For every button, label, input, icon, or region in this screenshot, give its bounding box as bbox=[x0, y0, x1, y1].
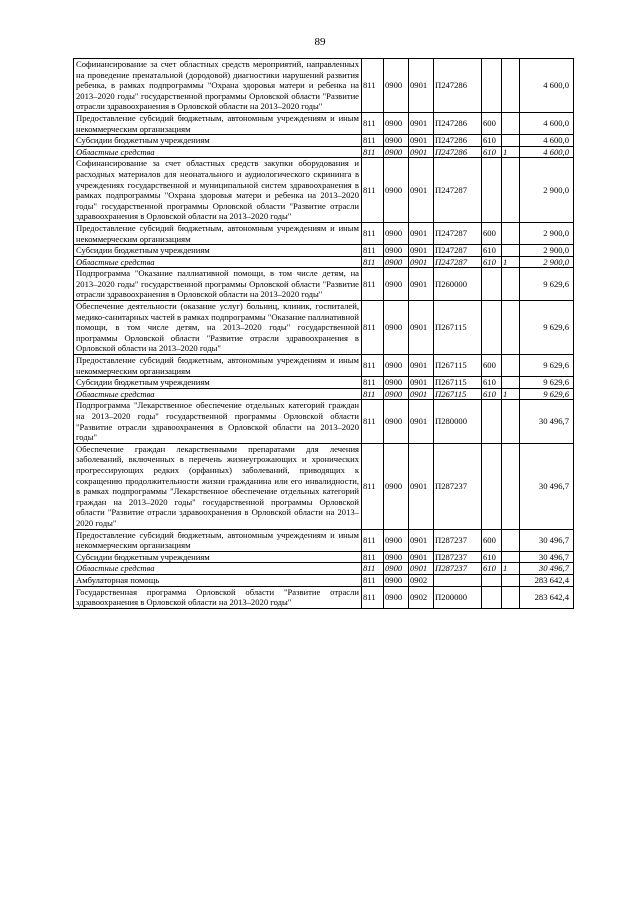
funding-source-cell bbox=[502, 59, 520, 113]
podrazdel-code-cell: 0901 bbox=[409, 377, 434, 389]
amount-cell: 30 496,7 bbox=[520, 443, 574, 529]
razdel-code-cell: 0900 bbox=[384, 388, 409, 400]
vedomstvo-code-cell: 811 bbox=[362, 135, 384, 147]
table-row bbox=[74, 443, 574, 529]
amount-cell: 4 600,0 bbox=[520, 146, 574, 158]
expense-type-cell bbox=[482, 268, 502, 301]
target-article-cell: П200000 bbox=[434, 586, 482, 608]
vedomstvo-code-cell: 811 bbox=[362, 158, 384, 223]
table-row bbox=[74, 388, 574, 400]
expense-type-cell: 610 bbox=[482, 563, 502, 575]
amount-cell: 4 600,0 bbox=[520, 59, 574, 113]
amount-cell: 2 900,0 bbox=[520, 158, 574, 223]
vedomstvo-code-cell: 811 bbox=[362, 301, 384, 355]
table-row bbox=[74, 256, 574, 268]
razdel-code-cell: 0900 bbox=[384, 112, 409, 134]
podrazdel-code-cell: 0901 bbox=[409, 388, 434, 400]
expense-type-cell: 610 bbox=[482, 146, 502, 158]
target-article-cell: П267115 bbox=[434, 388, 482, 400]
razdel-code-cell: 0900 bbox=[384, 222, 409, 244]
expense-type-cell bbox=[482, 301, 502, 355]
table-row bbox=[74, 301, 574, 355]
vedomstvo-code-cell: 811 bbox=[362, 268, 384, 301]
expense-name-cell: Областные средства bbox=[74, 146, 362, 158]
target-article-cell: П287237 bbox=[434, 551, 482, 563]
target-article-cell: П287237 bbox=[434, 529, 482, 551]
amount-cell: 283 642,4 bbox=[520, 586, 574, 608]
funding-source-cell bbox=[502, 268, 520, 301]
funding-source-cell bbox=[502, 551, 520, 563]
vedomstvo-code-cell: 811 bbox=[362, 256, 384, 268]
target-article-cell bbox=[434, 574, 482, 586]
target-article-cell: П247287 bbox=[434, 256, 482, 268]
target-article-cell: П247287 bbox=[434, 222, 482, 244]
expense-name-cell: Предоставление субсидий бюджетным, автономным учреждениям и иным некоммерческим организациям bbox=[74, 222, 362, 244]
table-row bbox=[74, 245, 574, 257]
vedomstvo-code-cell: 811 bbox=[362, 388, 384, 400]
expense-type-cell: 610 bbox=[482, 388, 502, 400]
expense-name-cell: Подпрограмма "Лекарственное обеспечение отдельных категорий граждан на 2013–2020 годы" государственной программы Орловской области "Развитие отрасли здравоохранения в Орловской области на 2013–2020 годы" bbox=[74, 400, 362, 443]
vedomstvo-code-cell: 811 bbox=[362, 222, 384, 244]
expense-name-cell: Софинансирование за счет областных средств мероприятий, направленных на проведение пренатальной (дородовой) диагностики нарушений развития ребенка, в рамках подпрограммы "Охрана здоровья матери и ребенка на 2013–2020 годы" государственной программы Орловской области "Развитие отрасли здравоохранения в Орловской области на 2013–2020 годы" bbox=[74, 59, 362, 113]
expense-type-cell: 600 bbox=[482, 112, 502, 134]
amount-cell: 9 629,6 bbox=[520, 388, 574, 400]
amount-cell: 30 496,7 bbox=[520, 563, 574, 575]
amount-cell: 2 900,0 bbox=[520, 256, 574, 268]
table-row bbox=[74, 574, 574, 586]
target-article-cell: П247286 bbox=[434, 146, 482, 158]
table-row bbox=[74, 377, 574, 389]
vedomstvo-code-cell: 811 bbox=[362, 146, 384, 158]
expense-type-cell bbox=[482, 400, 502, 443]
target-article-cell: П287237 bbox=[434, 563, 482, 575]
amount-cell: 30 496,7 bbox=[520, 400, 574, 443]
amount-cell: 9 629,6 bbox=[520, 301, 574, 355]
target-article-cell: П287237 bbox=[434, 443, 482, 529]
expense-type-cell bbox=[482, 59, 502, 113]
vedomstvo-code-cell: 811 bbox=[362, 443, 384, 529]
budget-table-body bbox=[74, 59, 574, 609]
podrazdel-code-cell: 0901 bbox=[409, 301, 434, 355]
podrazdel-code-cell: 0901 bbox=[409, 135, 434, 147]
table-row bbox=[74, 112, 574, 134]
vedomstvo-code-cell: 811 bbox=[362, 551, 384, 563]
razdel-code-cell: 0900 bbox=[384, 551, 409, 563]
table-row bbox=[74, 158, 574, 223]
target-article-cell: П247286 bbox=[434, 135, 482, 147]
expense-name-cell: Областные средства bbox=[74, 388, 362, 400]
razdel-code-cell: 0900 bbox=[384, 586, 409, 608]
funding-source-cell: 1 bbox=[502, 256, 520, 268]
funding-source-cell bbox=[502, 301, 520, 355]
podrazdel-code-cell: 0901 bbox=[409, 443, 434, 529]
target-article-cell: П247287 bbox=[434, 158, 482, 223]
vedomstvo-code-cell: 811 bbox=[362, 529, 384, 551]
expense-name-cell: Предоставление субсидий бюджетным, автономным учреждениям и иным некоммерческим организациям bbox=[74, 355, 362, 377]
razdel-code-cell: 0900 bbox=[384, 355, 409, 377]
expense-name-cell: Субсидии бюджетным учреждениям bbox=[74, 551, 362, 563]
podrazdel-code-cell: 0902 bbox=[409, 574, 434, 586]
razdel-code-cell: 0900 bbox=[384, 158, 409, 223]
amount-cell: 9 629,6 bbox=[520, 355, 574, 377]
razdel-code-cell: 0900 bbox=[384, 529, 409, 551]
funding-source-cell bbox=[502, 377, 520, 389]
table-row bbox=[74, 268, 574, 301]
podrazdel-code-cell: 0901 bbox=[409, 355, 434, 377]
vedomstvo-code-cell: 811 bbox=[362, 377, 384, 389]
funding-source-cell bbox=[502, 245, 520, 257]
razdel-code-cell: 0900 bbox=[384, 301, 409, 355]
podrazdel-code-cell: 0901 bbox=[409, 112, 434, 134]
amount-cell: 9 629,6 bbox=[520, 268, 574, 301]
funding-source-cell: 1 bbox=[502, 146, 520, 158]
table-row bbox=[74, 355, 574, 377]
target-article-cell: П267115 bbox=[434, 377, 482, 389]
razdel-code-cell: 0900 bbox=[384, 574, 409, 586]
table-row bbox=[74, 222, 574, 244]
expense-name-cell: Обеспечение граждан лекарственными препаратами для лечения заболеваний, включенных в перечень жизнеугрожающих и хронических прогрессирующих редких (орфанных) заболеваний, приводящих к сокращению продолжительности жизни гражданина или его инвалидности, в рамках подпрограммы "Лекарственное обеспечение отдельных категорий граждан на 2013–2020 годы" государственной программы Орловской области "Развитие отрасли здравоохранения в Орловской области на 2013–2020 годы" bbox=[74, 443, 362, 529]
vedomstvo-code-cell: 811 bbox=[362, 59, 384, 113]
vedomstvo-code-cell: 811 bbox=[362, 112, 384, 134]
expense-name-cell: Государственная программа Орловской области "Развитие отрасли здравоохранения в Орловской области на 2013–2020 годы" bbox=[74, 586, 362, 608]
podrazdel-code-cell: 0901 bbox=[409, 256, 434, 268]
amount-cell: 283 642,4 bbox=[520, 574, 574, 586]
table-row bbox=[74, 59, 574, 113]
expense-name-cell: Субсидии бюджетным учреждениям bbox=[74, 245, 362, 257]
expense-type-cell bbox=[482, 574, 502, 586]
podrazdel-code-cell: 0901 bbox=[409, 59, 434, 113]
podrazdel-code-cell: 0901 bbox=[409, 551, 434, 563]
expense-name-cell: Субсидии бюджетным учреждениям bbox=[74, 135, 362, 147]
podrazdel-code-cell: 0901 bbox=[409, 222, 434, 244]
vedomstvo-code-cell: 811 bbox=[362, 400, 384, 443]
funding-source-cell bbox=[502, 529, 520, 551]
table-row bbox=[74, 400, 574, 443]
razdel-code-cell: 0900 bbox=[384, 146, 409, 158]
funding-source-cell bbox=[502, 112, 520, 134]
vedomstvo-code-cell: 811 bbox=[362, 245, 384, 257]
table-row bbox=[74, 563, 574, 575]
amount-cell: 4 600,0 bbox=[520, 135, 574, 147]
expense-type-cell bbox=[482, 586, 502, 608]
target-article-cell: П267115 bbox=[434, 355, 482, 377]
funding-source-cell bbox=[502, 443, 520, 529]
funding-source-cell bbox=[502, 586, 520, 608]
table-row bbox=[74, 586, 574, 608]
funding-source-cell: 1 bbox=[502, 388, 520, 400]
expense-name-cell: Предоставление субсидий бюджетным, автономным учреждениям и иным некоммерческим организациям bbox=[74, 529, 362, 551]
target-article-cell: П267115 bbox=[434, 301, 482, 355]
podrazdel-code-cell: 0901 bbox=[409, 146, 434, 158]
expense-name-cell: Обеспечение деятельности (оказание услуг) больниц, клиник, госпиталей, медико-санитарных частей в рамках подпрограммы "Оказание паллиативной помощи, в том числе детям, на 2013–2020 годы" государственной программы Орловской области "Развитие отрасли здравоохранения в Орловской области на 2013–2020 годы" bbox=[74, 301, 362, 355]
amount-cell: 30 496,7 bbox=[520, 551, 574, 563]
expense-type-cell: 610 bbox=[482, 245, 502, 257]
vedomstvo-code-cell: 811 bbox=[362, 355, 384, 377]
amount-cell: 4 600,0 bbox=[520, 112, 574, 134]
expense-type-cell: 600 bbox=[482, 222, 502, 244]
expense-name-cell: Подпрограмма "Оказание паллиативной помощи, в том числе детям, на 2013–2020 годы" государственной программы Орловской области "Развитие отрасли здравоохранения в Орловской области на 2013–2020 годы" bbox=[74, 268, 362, 301]
expense-name-cell: Софинансирование за счет областных средств закупки оборудования и расходных материалов для неонатального и аудиологического скрининга в учреждениях государственной и муниципальной систем здравоохранения в рамках подпрограммы "Охрана здоровья матери и ребенка на 2013–2020 годы" государственной программы Орловской области "Развитие отрасли здравоохранения в Орловской области на 2013–2020 годы" bbox=[74, 158, 362, 223]
amount-cell: 9 629,6 bbox=[520, 377, 574, 389]
expense-name-cell: Предоставление субсидий бюджетным, автономным учреждениям и иным некоммерческим организациям bbox=[74, 112, 362, 134]
funding-source-cell bbox=[502, 574, 520, 586]
podrazdel-code-cell: 0902 bbox=[409, 586, 434, 608]
expense-type-cell: 610 bbox=[482, 377, 502, 389]
expense-type-cell: 610 bbox=[482, 551, 502, 563]
razdel-code-cell: 0900 bbox=[384, 245, 409, 257]
amount-cell: 2 900,0 bbox=[520, 222, 574, 244]
budget-table bbox=[73, 58, 574, 609]
razdel-code-cell: 0900 bbox=[384, 268, 409, 301]
podrazdel-code-cell: 0901 bbox=[409, 529, 434, 551]
razdel-code-cell: 0900 bbox=[384, 400, 409, 443]
expense-name-cell: Субсидии бюджетным учреждениям bbox=[74, 377, 362, 389]
podrazdel-code-cell: 0901 bbox=[409, 563, 434, 575]
funding-source-cell bbox=[502, 135, 520, 147]
podrazdel-code-cell: 0901 bbox=[409, 245, 434, 257]
target-article-cell: П280000 bbox=[434, 400, 482, 443]
table-row bbox=[74, 551, 574, 563]
table-row bbox=[74, 146, 574, 158]
target-article-cell: П247287 bbox=[434, 245, 482, 257]
table-row bbox=[74, 135, 574, 147]
amount-cell: 30 496,7 bbox=[520, 529, 574, 551]
expense-type-cell: 610 bbox=[482, 135, 502, 147]
razdel-code-cell: 0900 bbox=[384, 563, 409, 575]
vedomstvo-code-cell: 811 bbox=[362, 574, 384, 586]
expense-type-cell: 600 bbox=[482, 529, 502, 551]
expense-type-cell: 610 bbox=[482, 256, 502, 268]
amount-cell: 2 900,0 bbox=[520, 245, 574, 257]
target-article-cell: П260000 bbox=[434, 268, 482, 301]
funding-source-cell: 1 bbox=[502, 563, 520, 575]
podrazdel-code-cell: 0901 bbox=[409, 400, 434, 443]
expense-name-cell: Областные средства bbox=[74, 563, 362, 575]
razdel-code-cell: 0900 bbox=[384, 443, 409, 529]
razdel-code-cell: 0900 bbox=[384, 256, 409, 268]
page-number: 89 bbox=[314, 36, 326, 48]
table-row bbox=[74, 529, 574, 551]
vedomstvo-code-cell: 811 bbox=[362, 586, 384, 608]
funding-source-cell bbox=[502, 400, 520, 443]
razdel-code-cell: 0900 bbox=[384, 377, 409, 389]
razdel-code-cell: 0900 bbox=[384, 59, 409, 113]
funding-source-cell bbox=[502, 158, 520, 223]
target-article-cell: П247286 bbox=[434, 59, 482, 113]
vedomstvo-code-cell: 811 bbox=[362, 563, 384, 575]
funding-source-cell bbox=[502, 222, 520, 244]
expense-type-cell bbox=[482, 443, 502, 529]
expense-type-cell: 600 bbox=[482, 355, 502, 377]
target-article-cell: П247286 bbox=[434, 112, 482, 134]
expense-name-cell: Областные средства bbox=[74, 256, 362, 268]
expense-type-cell bbox=[482, 158, 502, 223]
expense-name-cell: Амбулаторная помощь bbox=[74, 574, 362, 586]
funding-source-cell bbox=[502, 355, 520, 377]
razdel-code-cell: 0900 bbox=[384, 135, 409, 147]
podrazdel-code-cell: 0901 bbox=[409, 158, 434, 223]
podrazdel-code-cell: 0901 bbox=[409, 268, 434, 301]
